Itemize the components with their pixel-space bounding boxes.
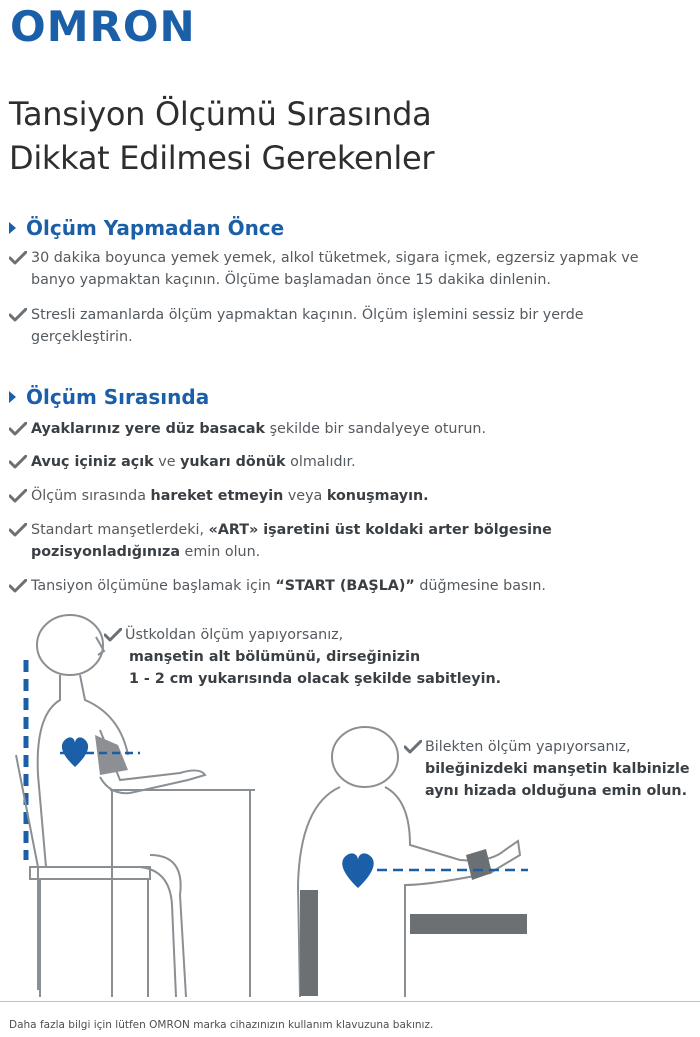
list-item: [9, 575, 685, 597]
wrist-note-line-1: Bilekten ölçüm yapıyorsanız,: [425, 739, 631, 755]
list-item-text: Stresli zamanlarda ölçüm yapmaktan kaçının. Ölçüm işlemini sessiz bir yerde gerçekleştirin.: [31, 307, 584, 345]
check-icon: [9, 308, 27, 322]
list-item-text: Standart manşetlerdeki, «ART» işaretini üst koldaki arter bölgesine pozisyonladığınıza emin olun.: [31, 522, 552, 560]
table-top: [410, 914, 527, 934]
wrist-note: [404, 736, 690, 802]
wrist-note-line-2: bileğinizdeki manşetin kalbinizle: [425, 761, 690, 777]
title-line-1: Tansiyon Ölçümü Sırasında: [9, 95, 432, 133]
chair-back: [16, 755, 38, 990]
section-heading-during: [9, 385, 209, 409]
check-icon: [104, 628, 122, 642]
list-item: [9, 519, 685, 563]
title-line-2: Dikkat Edilmesi Gerekenler: [9, 139, 435, 177]
person-arm: [385, 787, 520, 997]
wrist-cuff: [466, 849, 492, 880]
heart-icon: [62, 737, 88, 767]
footer-note: Daha fazla bilgi için lütfen OMRON marka cihazınızın kullanım klavuzuna bakınız.: [9, 1019, 434, 1031]
wrist-note-line-3: aynı hizada olduğuna emin olun.: [425, 783, 687, 799]
triangle-bullet-icon: [9, 391, 16, 403]
list-item: [9, 485, 685, 507]
list-item-text: 30 dakika boyunca yemek yemek, alkol tüketmek, sigara içmek, egzersiz yapmak ve banyo yapmaktan kaçının. Ölçüme başlamadan önce 15 dakika dinlenin.: [31, 250, 639, 288]
upper-arm-note-line-2: manşetin alt bölümünü, dirseğinizin: [129, 649, 421, 665]
section-heading-before: [9, 216, 284, 240]
section-heading-before-label: Ölçüm Yapmadan Önce: [26, 216, 285, 240]
list-item: [9, 304, 685, 348]
upper-arm-note-line-1: Üstkoldan ölçüm yapıyorsanız,: [125, 627, 344, 643]
check-icon: [9, 251, 27, 265]
upper-arm-note: [104, 624, 501, 690]
heart-icon: [342, 853, 373, 888]
triangle-bullet-icon: [9, 222, 16, 234]
list-item-text: Tansiyon ölçümüne başlamak için “START (BAŞLA)” düğmesine basın.: [31, 578, 546, 594]
person-head: [37, 615, 103, 675]
person-torso: [38, 675, 60, 867]
check-icon: [9, 523, 27, 537]
footer-divider: [0, 1001, 700, 1002]
list-item: [9, 451, 685, 473]
list-item-text: Ölçüm sırasında hareket etmeyin veya konuşmayın.: [31, 488, 429, 504]
list-item: [9, 247, 685, 291]
list-item-text: Avuç içiniz açık ve yukarı dönük olmalıdır.: [31, 454, 356, 470]
chair-seat: [30, 867, 150, 879]
section-heading-during-label: Ölçüm Sırasında: [26, 385, 210, 409]
upper-arm-note-line-3: 1 - 2 cm yukarısında olacak şekilde sabitleyin.: [129, 671, 502, 687]
person-head: [332, 727, 398, 787]
list-item: [9, 418, 685, 440]
list-item-text: Ayaklarınız yere düz basacak şekilde bir sandalyeye oturun.: [31, 421, 487, 437]
omron-logo: OMRON: [10, 2, 196, 51]
check-icon: [9, 489, 27, 503]
chair-back: [300, 890, 318, 996]
check-icon: [9, 579, 27, 593]
check-icon: [9, 455, 27, 469]
page-title: [9, 92, 689, 180]
check-icon: [9, 422, 27, 436]
check-icon: [404, 740, 422, 754]
